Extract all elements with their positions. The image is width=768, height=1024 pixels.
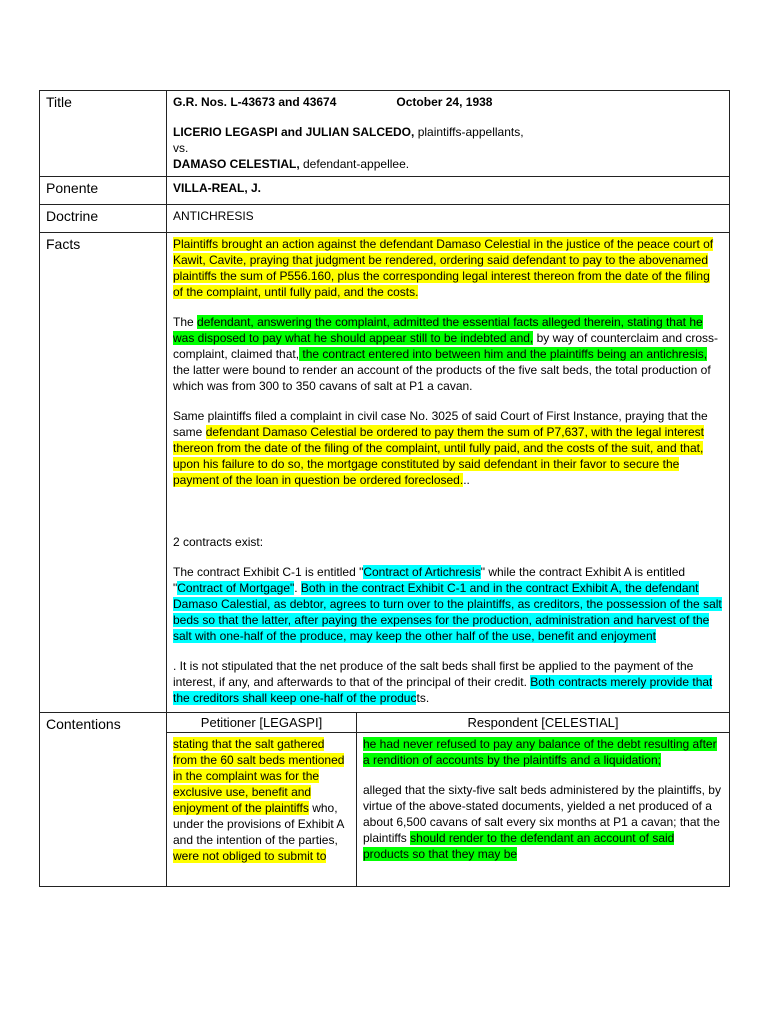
facts-paragraph-6: . It is not stipulated that the net produce of the salt beds shall first be applied to the payment of the interest, if any, and afterwards to that of the principal of their credit. Both contracts merely provide that the creditors shall keep one-half of the products. xyxy=(173,659,713,705)
highlight-cyan: Contract of Mortgage" xyxy=(177,581,295,595)
defendant-line xyxy=(173,156,723,172)
versus: vs. xyxy=(173,141,189,155)
facts-value xyxy=(167,233,730,713)
highlight-yellow: defendant Damaso Celestial be ordered to pay them the sum of P7,637, with the legal interest thereon from the date of the filing of the complaint, until fully paid, and the costs of the suit, and that, upon his failure to do so, the mortgage constituted by said defendant in their favor to secure the payment of the loan in question be ordered foreclosed. xyxy=(173,425,704,487)
row-facts xyxy=(40,233,730,713)
facts-paragraph-5: The contract Exhibit C-1 is entitled "Contract of Artichresis" while the contract Exhibit A is entitled "Contract of Mortgage". Both in the contract Exhibit C-1 and in the contract Exhibit A, the defendant Damaso Calestial, as debtor, agrees to turn over to the plaintiffs, as creditors, the possession of the salt beds so that the latter, after paying the expenses for the production, administration and harvest of the salt with one-half of the produce, may keep the other half of the use, benefit and enjoyment xyxy=(173,565,722,643)
defendant-role: defendant-appellee. xyxy=(299,157,410,171)
respondent-header: Respondent [CELESTIAL] xyxy=(357,713,730,733)
facts-paragraph-2: The defendant, answering the complaint, admitted the essential facts alleged therein, stating that he was disposed to pay what he should appear still to be indebted and, by way of counterclaim and cross-complaint, claimed that, the contract entered into between him and the plaintiffs being an antichresis, the latter were bound to render an account of the products of the five salt beds, the total production of which was from 300 to 350 cavans of salt at P1 a cavan. xyxy=(173,315,718,393)
highlight-yellow: stating that the salt gathered from the 60 salt beds mentioned in the complaint was for the exclusive use, benefit and enjoyment of the plaintiffs xyxy=(173,737,345,815)
petitioner-contention: stating that the salt gathered from the 60 salt beds mentioned in the complaint was for the exclusive use, benefit and enjoyment of the plaintiffs who, under the provisions of Exhibit A and the intention of the parties, were not obliged to submit to xyxy=(167,733,357,887)
plaintiffs-names: LICERIO LEGASPI and JULIAN SALCEDO, xyxy=(173,125,415,139)
highlight-cyan: Both in the contract Exhibit C-1 and in the contract Exhibit A, the defendant Damaso Calestial, as debtor, agrees to turn over to the plaintiffs, as creditors, the possession of the salt beds so that the latter, after paying the expenses for the production, administration and harvest of the salt with one-half of the produce, may keep the other half of the use, benefit and enjoyment xyxy=(173,581,722,643)
defendant-name: DAMASO CELESTIAL, xyxy=(173,157,300,171)
label-ponente: Ponente xyxy=(40,177,167,205)
highlight-cyan: Both contracts merely provide that the creditors shall keep one-half of the produc xyxy=(173,675,713,705)
label-doctrine: Doctrine xyxy=(40,205,167,233)
facts-paragraph-1 xyxy=(173,236,723,300)
case-number-line xyxy=(173,94,723,110)
label-facts: Facts xyxy=(40,233,167,713)
label-title: Title xyxy=(40,91,167,177)
label-contentions: Contentions xyxy=(40,713,167,887)
petitioner-header: Petitioner [LEGASPI] xyxy=(167,713,357,733)
highlight-green: defendant, answering the complaint, admitted the essential facts alleged therein, stating that he was disposed to pay what he should appear still to be indebted and, xyxy=(173,315,703,345)
decision-date: October 24, 1938 xyxy=(396,95,493,109)
row-title xyxy=(40,91,730,177)
row-contentions-header xyxy=(40,713,730,733)
highlight-green: should render to the defendant an account of said products so that they may be xyxy=(363,831,675,861)
respondent-contention: he had never refused to pay any balance of the debt resulting after a rendition of accounts by the plaintiffs and a liquidation; alleged that the sixty-five salt beds administered by the plaintiffs, by virtue of the above-stated documents, yielded a net produced of a about 6,500 cavans of salt every six months at P1 a cavan; that the plaintiffs should render to the defendant an account of said products so that they may be xyxy=(357,733,730,887)
facts-paragraph-4: 2 contracts exist: xyxy=(173,535,264,549)
plaintiffs-line xyxy=(173,124,723,140)
highlight-yellow: Plaintiffs brought an action against the defendant Damaso Celestial in the justice of the peace court of Kawit, Cavite, praying that judgment be rendered, ordering said defendant to pay to the abovenamed plaintiffs the sum of P556.160, plus the corresponding legal interest thereon from the date of the filing of the complaint, until fully paid, and the costs. xyxy=(173,237,714,299)
title-value xyxy=(167,91,730,177)
case-digest-table xyxy=(39,90,730,887)
highlight-yellow: were not obliged to submit to xyxy=(173,849,327,863)
ponente-value: VILLA-REAL, J. xyxy=(167,177,730,205)
row-doctrine xyxy=(40,205,730,233)
highlight-green: he had never refused to pay any balance of the debt resulting after a rendition of accounts by the plaintiffs and a liquidation; xyxy=(363,737,717,767)
row-ponente xyxy=(40,177,730,205)
gr-number: G.R. Nos. L-43673 and 43674 xyxy=(173,95,337,109)
doctrine-value: ANTICHRESIS xyxy=(167,205,730,233)
plaintiffs-role: plaintiffs-appellants, xyxy=(414,125,524,139)
highlight-cyan: Contract of Artichresis xyxy=(363,565,481,579)
facts-paragraph-3: Same plaintiffs filed a complaint in civil case No. 3025 of said Court of First Instance, praying that the same defendant Damaso Celestial be ordered to pay them the sum of P7,637, with the legal interest thereon from the date of the filing of the complaint, until fully paid, and the costs of the suit, and that, upon his failure to do so, the mortgage constituted by said defendant in their favor to secure the payment of the loan in question be ordered foreclosed... xyxy=(173,409,708,487)
highlight-green: the contract entered into between him and the plaintiffs being an antichresis, xyxy=(299,347,708,361)
